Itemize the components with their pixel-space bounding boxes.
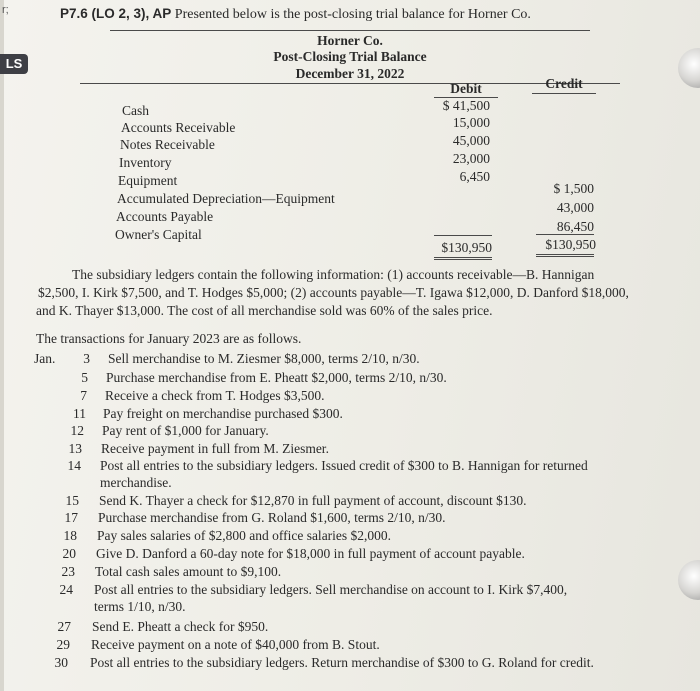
- total-credit: $130,950: [545, 237, 596, 252]
- transaction-text: Receive a check from T. Hodges $3,500.: [105, 388, 325, 403]
- credit-total-rule: [536, 254, 594, 255]
- transaction-text: Purchase merchandise from G. Roland $1,600, terms 2/10, n/30.: [98, 510, 446, 525]
- transaction-day: 18: [63, 528, 77, 543]
- credit-amount: 43,000: [556, 200, 594, 215]
- page-edge: [0, 0, 4, 691]
- transaction-text: Post all entries to the subsidiary ledgers. Issued credit of $300 to B. Hannigan for returned: [100, 458, 588, 473]
- subsidiary-line: and K. Thayer $13,000. The cost of all merchandise sold was 60% of the sales price.: [36, 303, 493, 318]
- transaction-day: 17: [64, 510, 78, 525]
- subsidiary-line: $2,500, I. Kirk $7,500, and T. Hodges $5,000; (2) accounts payable—T. Igawa $12,000, D. Danford $18,000,: [38, 285, 629, 300]
- transaction-text: Send K. Thayer a check for $12,870 in full payment of account, discount $130.: [99, 493, 527, 508]
- account-name: Inventory: [119, 155, 172, 170]
- transaction-text: Send E. Pheatt a check for $950.: [92, 619, 269, 634]
- trial-balance: [70, 30, 630, 260]
- transaction-text: Sell merchandise to M. Ziesmer $8,000, terms 2/10, n/30.: [108, 351, 420, 366]
- transaction-day: 30: [54, 655, 68, 670]
- transactions-intro: The transactions for January 2023 are as follows.: [36, 331, 302, 346]
- transaction-day: 3: [83, 351, 90, 366]
- transaction-text: Receive payment in full from M. Ziesmer.: [101, 441, 329, 456]
- credit-amount: 86,450: [556, 219, 594, 234]
- transaction-day: 5: [81, 370, 88, 385]
- account-name: Equipment: [118, 173, 178, 188]
- statement-date: December 31, 2022: [295, 66, 405, 81]
- credit-subtotal-rule: [536, 234, 594, 235]
- transaction-text: terms 1/10, n/30.: [94, 599, 186, 614]
- account-name: Accumulated Depreciation—Equipment: [117, 191, 335, 206]
- transaction-text: Pay rent of $1,000 for January.: [102, 423, 269, 438]
- transaction-text: Post all entries to the subsidiary ledgers. Sell merchandise on account to I. Kirk $7,400,: [94, 582, 568, 597]
- transaction-text: merchandise.: [100, 475, 172, 490]
- debit-amount: 23,000: [452, 151, 490, 166]
- account-name: Accounts Payable: [116, 209, 214, 224]
- total-debit: $130,950: [441, 240, 492, 255]
- transaction-day: 20: [62, 546, 76, 561]
- binder-ring-icon: [678, 560, 700, 600]
- transaction-text: Purchase merchandise from E. Pheatt $2,000, terms 2/10, n/30.: [106, 370, 447, 385]
- account-name: Cash: [122, 103, 149, 118]
- debit-amount: $ 41,500: [442, 98, 490, 113]
- transaction-day: 11: [73, 406, 86, 421]
- credit-amount: $ 1,500: [553, 181, 594, 196]
- debit-amount: 6,450: [459, 169, 490, 184]
- account-name: Accounts Receivable: [121, 120, 236, 135]
- debit-subtotal-rule: [434, 235, 492, 236]
- debit-header: Debit: [450, 81, 482, 96]
- transaction-day: 13: [68, 441, 82, 456]
- transaction-day: 7: [80, 388, 87, 403]
- transaction-day: 27: [57, 619, 71, 634]
- corner-mark: r;: [2, 4, 9, 16]
- transaction-text: Pay sales salaries of $2,800 and office salaries $2,000.: [97, 528, 392, 543]
- problem-intro: Presented below is the post-closing trial balance for Horner Co.: [174, 7, 531, 22]
- transaction-text: Pay freight on merchandise purchased $300.: [103, 406, 343, 421]
- credit-header-rule: [532, 93, 596, 94]
- debit-amount: 45,000: [452, 133, 490, 148]
- binder-ring-icon: [678, 48, 700, 88]
- transaction-day: 29: [56, 637, 70, 652]
- debit-total-rule: [434, 259, 492, 260]
- statement-title: Post-Closing Trial Balance: [273, 49, 427, 64]
- credit-total-rule: [536, 256, 594, 257]
- header-rule: [110, 30, 590, 31]
- problem-number: P7.6 (LO 2, 3), AP: [60, 6, 172, 21]
- subsidiary-line: The subsidiary ledgers contain the following information: (1) accounts receivable—B. Hannigan: [72, 267, 595, 282]
- side-tab: LS: [0, 54, 28, 74]
- transaction-day: 24: [59, 582, 73, 597]
- transaction-day: 12: [70, 423, 84, 438]
- transaction-text: Receive payment on a note of $40,000 from B. Stout.: [91, 637, 380, 652]
- account-name: Notes Receivable: [120, 137, 215, 152]
- account-name: Owner's Capital: [115, 227, 202, 242]
- problem-heading: [60, 6, 531, 23]
- transaction-text: Total cash sales amount to $9,100.: [95, 564, 282, 579]
- debit-total-rule: [434, 257, 492, 258]
- debit-amount: 15,000: [452, 115, 490, 130]
- transaction-day: 23: [61, 564, 75, 579]
- transaction-day: 14: [67, 458, 81, 473]
- transaction-text: Post all entries to the subsidiary ledgers. Return merchandise of $300 to G. Roland for credit.: [90, 655, 594, 670]
- month-label: Jan.: [34, 351, 56, 366]
- credit-header: Credit: [545, 76, 583, 91]
- transaction-text: Give D. Danford a 60-day note for $18,000 in full payment of account payable.: [96, 546, 525, 561]
- transaction-day: 15: [65, 493, 79, 508]
- company-name: Horner Co.: [317, 33, 383, 48]
